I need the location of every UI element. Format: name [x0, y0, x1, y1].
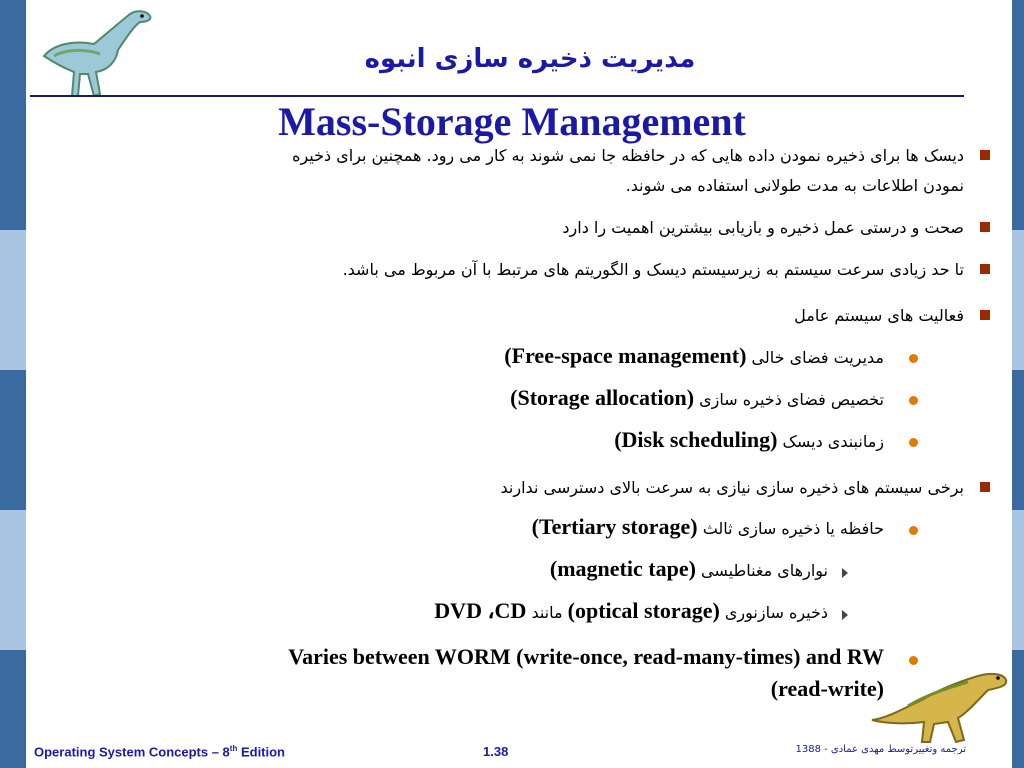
- dot-bullet: [909, 438, 918, 447]
- bullet-text: نمودن اطلاعات به مدت طولانی استفاده می شوند.: [625, 176, 964, 195]
- dot-bullet: [909, 354, 918, 363]
- square-bullet: [980, 222, 990, 232]
- sub-sub-bullet: [434, 598, 828, 624]
- square-bullet: [980, 150, 990, 160]
- sub-bullet-english: (Free-space management): [504, 343, 747, 368]
- footer-page-number: 1.38: [483, 744, 509, 759]
- footer-book-title-text: Operating System Concepts – 8: [34, 744, 230, 760]
- sub-sub-bullet: [550, 556, 828, 582]
- sub-bullet-english: (read-write): [770, 676, 884, 701]
- dinosaur-icon: [34, 4, 162, 104]
- bullet-text: فعالیت های سیستم عامل: [794, 306, 964, 325]
- sub-bullet-english: (optical storage): [567, 598, 720, 623]
- sub-bullet-english: Varies between WORM (write-once, read-many-times) and RW: [288, 644, 884, 669]
- footer-book-title: [34, 744, 285, 759]
- sidebar-segment: [0, 650, 26, 768]
- sub-bullet-persian: زمانبندی دیسک: [782, 432, 884, 451]
- sidebar-segment: [0, 370, 26, 510]
- sidebar-segment: [0, 230, 26, 370]
- triangle-bullet: [842, 610, 848, 620]
- dot-bullet: [909, 396, 918, 405]
- dinosaur-icon: [868, 660, 1010, 746]
- sub-bullet-english: (Tertiary storage): [531, 514, 698, 539]
- triangle-bullet: [842, 568, 848, 578]
- sub-bullet: [504, 343, 884, 369]
- bullet-text: برخی سیستم های ذخیره سازی نیازی به سرعت بالای دسترسی ندارند: [500, 478, 964, 497]
- sub-bullet-persian: مدیریت فضای خالی: [751, 348, 884, 367]
- bullet-text: تا حد زیادی سرعت سیستم به زیرسیستم دیسک و الگوریتم های مرتبط با آن مربوط می باشد.: [342, 260, 964, 279]
- sub-bullet-persian: نوارهای مغناطیسی: [701, 561, 828, 580]
- sub-bullet-english: (Storage allocation): [510, 385, 695, 410]
- footer-edition-text: Edition: [237, 744, 286, 760]
- square-bullet: [980, 264, 990, 274]
- sub-bullet-persian: مانند: [531, 603, 563, 622]
- sub-bullet-english: (magnetic tape): [549, 556, 696, 581]
- bullet-text: دیسک ها برای ذخیره نمودن داده هایی که در حافظه جا نمی شوند به کار می رود. همچنین برای ذخیره: [292, 146, 964, 165]
- sub-bullet: [510, 385, 884, 411]
- sub-bullet-persian: ذخیره سازنوری: [724, 603, 828, 622]
- sub-bullet: [614, 427, 884, 453]
- title-divider: [30, 95, 964, 97]
- bullet-text: صحت و درستی عمل ذخیره و بازیابی بیشترین اهمیت را دارد: [562, 218, 964, 237]
- footer-superscript: th: [229, 744, 238, 753]
- dot-bullet: [909, 526, 918, 535]
- page-title-english: Mass-Storage Management: [278, 99, 746, 144]
- sub-bullet-english: (Disk scheduling): [614, 427, 778, 452]
- page-title-persian: مدیریت ذخیره سازی انبوه: [364, 44, 696, 74]
- square-bullet: [980, 482, 990, 492]
- footer-translator: ترجمه وتغییرتوسط مهدی عمادی - 1388: [795, 744, 966, 755]
- square-bullet: [980, 310, 990, 320]
- sub-bullet-english: DVD ،CD: [434, 598, 527, 623]
- sub-bullet-persian: تخصیص فضای ذخیره سازی: [699, 390, 884, 409]
- sub-bullet-persian: حافظه یا ذخیره سازی ثالث: [702, 519, 884, 538]
- sidebar-segment: [0, 510, 26, 650]
- sub-bullet: [532, 514, 884, 540]
